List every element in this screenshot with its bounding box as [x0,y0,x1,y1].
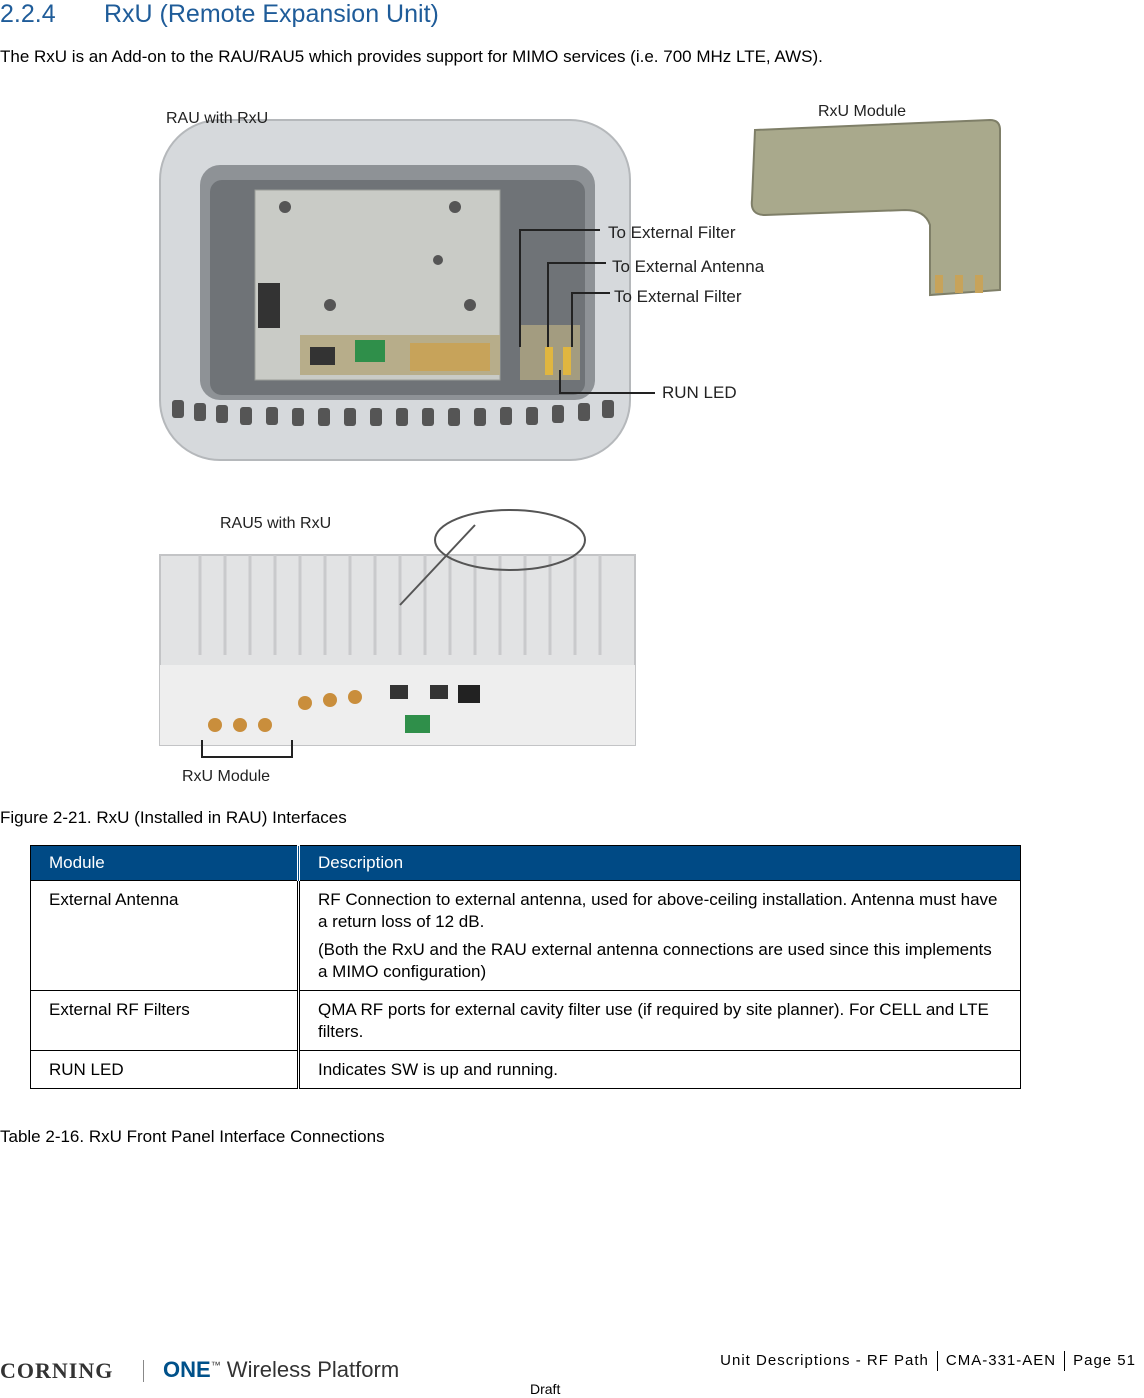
section-number: 2.2.4 [0,0,56,28]
rau5-unit-image [160,510,635,745]
label-rxu-module-bottom: RxU Module [182,768,271,785]
rxu-figure [0,85,1144,795]
logo-platform-text: Wireless Platform [220,1357,400,1382]
row-description-note: (Both the RxU and the RAU external antenna connections are used since this implements a MIMO configuration) [318,940,992,981]
footer-info [712,1351,1144,1371]
row-description-line: RF Connection to external antenna, used for above-ceiling installation. Antenna must have a return loss of 12 dB. [318,890,998,931]
logo-divider [143,1360,144,1382]
table-caption: Table 2-16. RxU Front Panel Interface Connections [0,1127,385,1146]
row-description-line: Indicates SW is up and running. [318,1060,559,1079]
rxu-module-image [752,120,1000,295]
page-footer [0,1346,1144,1398]
figure-caption: Figure 2-21. RxU (Installed in RAU) Interfaces [0,808,347,827]
row-module-cell: RUN LED [31,1051,299,1089]
callout-external-filter-1: To External Filter [608,223,736,242]
row-description-cell [299,1051,1021,1089]
rau-unit-image [160,120,630,460]
callout-run-led: RUN LED [662,383,737,402]
one-wireless-logo [163,1357,399,1383]
callout-external-filter-2: To External Filter [614,287,742,306]
label-rau5-with-rxu: RAU5 with RxU [220,515,332,532]
rxu-figure-illustration [0,85,1144,795]
draft-label: Draft [530,1381,561,1397]
intro-paragraph: The RxU is an Add-on to the RAU/RAU5 which provides support for MIMO services (i.e. 700 MHz LTE, AWS). [0,47,823,66]
label-rau-with-rxu: RAU with RxU [166,110,269,127]
header-description: Description [299,846,1021,881]
section-heading [0,0,439,29]
row-module-cell: External Antenna [31,881,299,991]
footer-doc-id: CMA-331-AEN [945,1351,1057,1369]
callout-external-antenna: To External Antenna [612,257,765,276]
label-rxu-module: RxU Module [818,103,907,120]
table-row [31,991,1021,1051]
interface-table [30,845,1021,1089]
footer-section: Unit Descriptions - RF Path [720,1351,929,1369]
row-module-cell: External RF Filters [31,991,299,1051]
section-title: RxU (Remote Expansion Unit) [104,0,439,28]
header-module: Module [31,846,299,881]
row-description-cell [299,881,1021,991]
table-row [31,1051,1021,1089]
table-row [31,881,1021,991]
footer-page-number: Page 51 [1073,1351,1136,1369]
row-description-line: QMA RF ports for external cavity filter use (if required by site planner). For CELL and LTE filters. [318,1000,989,1041]
logo-one-text: ONE [163,1357,211,1382]
logo-tm: ™ [210,1360,221,1372]
table-header-row [31,846,1021,881]
row-description-cell [299,991,1021,1051]
corning-logo: CORNING [0,1358,114,1383]
